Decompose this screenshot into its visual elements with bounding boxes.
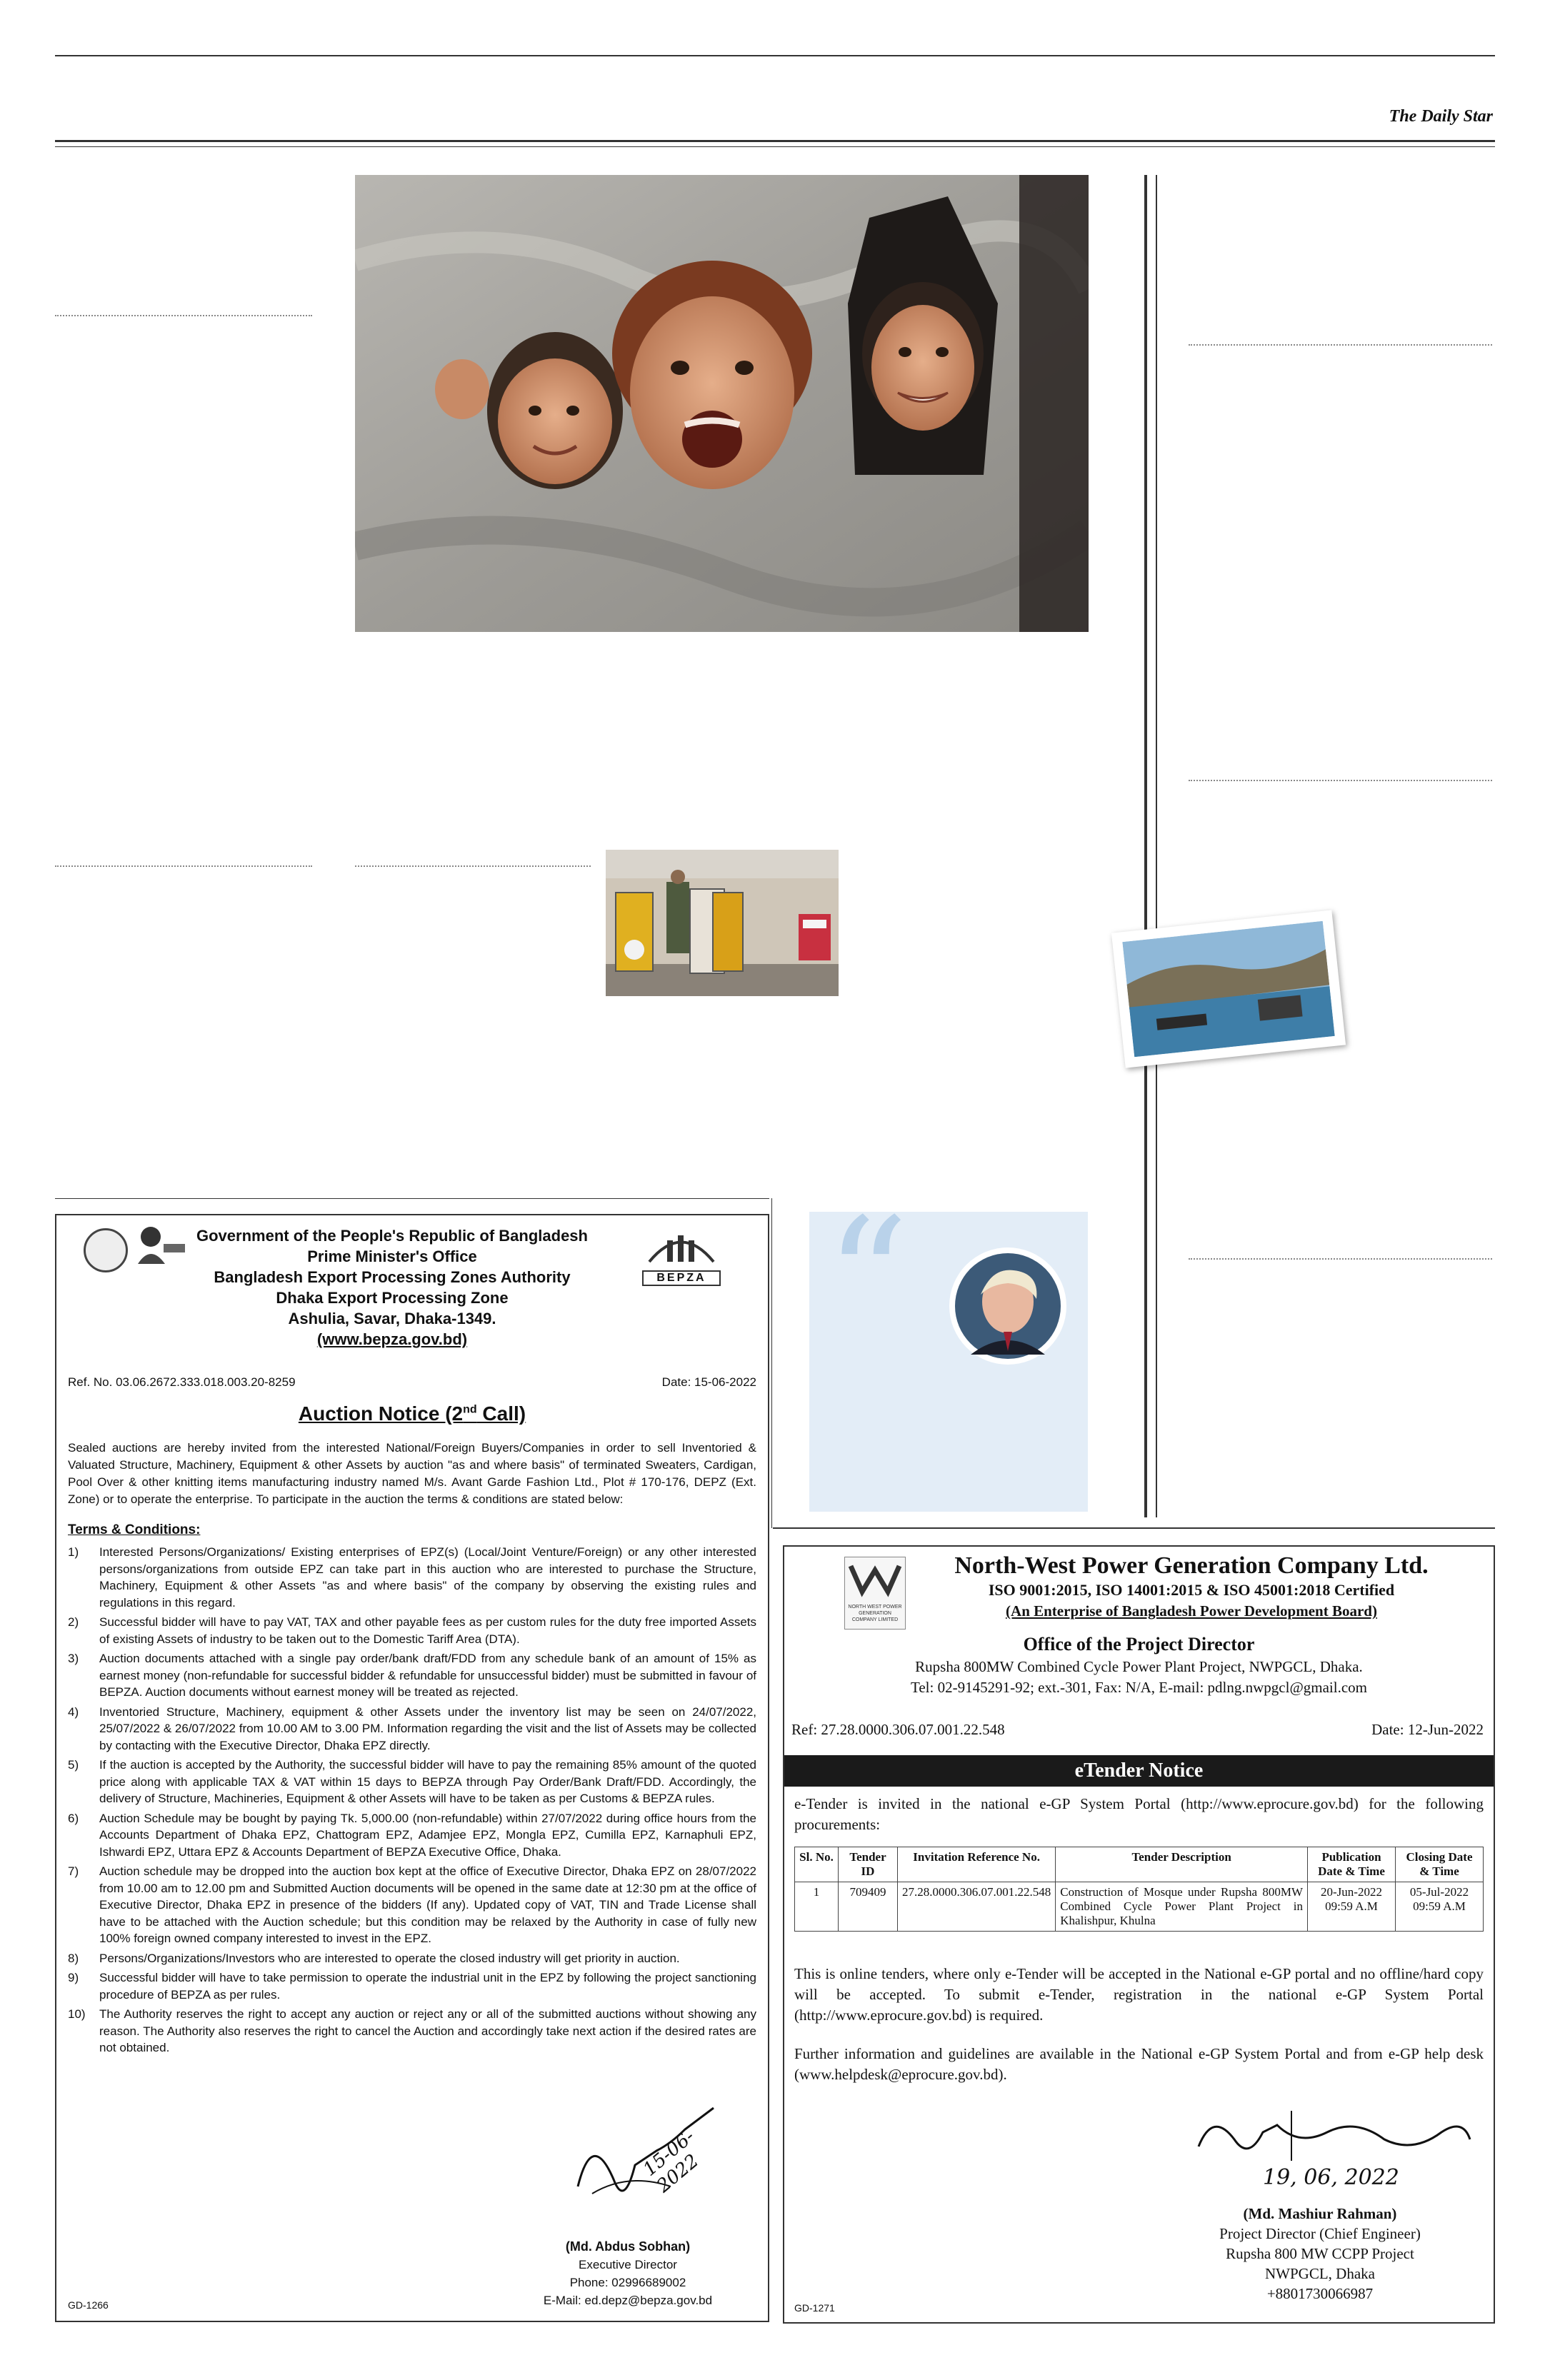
- nwpgcl-signatory-org: NWPGCL, Dhaka: [1265, 2265, 1375, 2282]
- col-header: Publication Date & Time: [1308, 1847, 1396, 1882]
- table-cell: 27.28.0000.306.07.001.22.548: [898, 1882, 1056, 1932]
- nwpgcl-ref: Ref: 27.28.0000.306.07.001.22.548: [791, 1721, 1005, 1738]
- term-item: 10) The Authority reserves the right to accept any auction or reject any or all of the submitted auctions without showing any reason. The Authority also reserves the right to cancel the Auction and accordingly take next action if the desired rates are not obtained.: [68, 2007, 756, 2054]
- column-divider: [55, 865, 312, 867]
- enterprise-line: (An Enterprise of Bangladesh Power Development Board): [1006, 1602, 1377, 1620]
- header-rule: [55, 140, 1495, 142]
- term-item: 7) Auction schedule may be dropped into the auction box kept at the office of Executive Director, Dhaka EPZ on 28/07/2022 from 10.00 am to 12.00 pm and Submitted Auction documents will be opened in the same date at 12:30 pm at the office of Executive Director, Dhaka EPZ in presence of the bidders (If any). Updated copy of VAT, TIN and Trade License shall have to be attached with the Auction schedule; but this condition may be relaxed by the Authority in case of fully new 100% foreign owned company interested to invest in the EPZ.: [68, 1864, 756, 1945]
- etender-banner: eTender Notice: [784, 1755, 1494, 1787]
- top-rule: [55, 55, 1495, 56]
- nwpgcl-etender-notice: [783, 1545, 1495, 2324]
- bepza-signature: [564, 2101, 735, 2215]
- term-item: 1) Interested Persons/Organizations/ Existing enterprises of EPZ(s) (Local/Joint Venture/Foreign) or any other interested persons/organizations from outside EPZ can take part in this auction who are interested to purchase the Structure, Machinery, Equipment & other Assets "as and where basis" of the company by observing the existing rules and regulations in this regard.: [68, 1545, 756, 1610]
- terms-heading: Terms & Conditions:: [68, 1522, 201, 1537]
- helpdesk-paragraph: Further information and guidelines are available in the National e-GP System Portal and from e-GP help desk (www.helpdesk@eprocure.gov.bd).: [794, 2045, 1484, 2083]
- notice-title: Auction Notice (2nd Call): [298, 1402, 526, 1425]
- nwpgcl-date: Date: 12-Jun-2022: [1371, 1721, 1484, 1738]
- company-name: North-West Power Generation Company Ltd.: [954, 1552, 1429, 1579]
- boat-photo-frame: [1111, 910, 1346, 1068]
- section-rule: [55, 1198, 769, 1199]
- project-line: Rupsha 800MW Combined Cycle Power Plant Project, NWPGCL, Dhaka.: [915, 1658, 1363, 1675]
- nwpgcl-signature: [1184, 2104, 1484, 2196]
- vertical-rule: [771, 1198, 772, 1528]
- vertical-rule: [1144, 175, 1147, 1517]
- tender-table: [794, 1847, 1484, 1932]
- col-header: Invitation Reference No.: [898, 1847, 1056, 1882]
- masthead: The Daily Star: [1389, 107, 1493, 126]
- term-item: 6) Auction Schedule may be bought by paying Tk. 5,000.00 (non-refundable) within 27/07/2022 during office hours from the Accounts Department of Dhaka EPZ, Chattogram EPZ, Adamjee EPZ, Mongla EPZ, Cumilla EPZ, Karnaphuli EPZ, Ishwardi EPZ, Uttara EPZ & Accounts Department of BEPZA Executive Office, Dhaka.: [68, 1811, 756, 1859]
- etender-intro: e-Tender is invited in the national e-GP System Portal (http://www.eprocure.gov.bd) for the following procurements:: [794, 1795, 1484, 1833]
- term-item: 3) Auction documents attached with a single pay order/bank draft/FDD from any schedule bank of an amount of 15% as earnest money (non-refundable for successful bidder & refundable for unsuccessful bidder) must be submitted in favour of BEPZA. Auction documents without earnest money will be treated as rejected.: [68, 1652, 756, 1699]
- quote-mark-icon: “: [825, 1184, 909, 1375]
- govt-line: Government of the People's Republic of Bangladesh: [196, 1227, 588, 1245]
- intro-paragraph: Sealed auctions are hereby invited from the interested National/Foreign Buyers/Companies in order to sell Inventoried & Valuated Structure, Machinery, Equipment & other Assets by auction "as and where basis" of terminated Sweaters, Cardigan, Pool Over & other knitting items manufacturing industry named M/s. Avant Garde Fashion Ltd., Plot # 170-176, DEPZ (Ext. Zone) or to operate the enterprise. To participate in the auction the terms & conditions are stated below:: [68, 1441, 756, 1506]
- col-header: Tender ID: [839, 1847, 898, 1882]
- term-item: 5) If the auction is accepted by the Authority, the successful bidder will have to pay the remaining 85% amount of the quoted price along with applicable TAX & VAT within 15 days to BEPZA through Pay Order/Bank Draft/FDD. Accordingly, the delivery of Structure, Machineries, Equipment & other Assets will have to be taken as per Customs & BEPZA rules.: [68, 1758, 756, 1805]
- table-cell: Construction of Mosque under Rupsha 800MW Combined Cycle Power Plant Project in Khalishpur, Khulna: [1056, 1882, 1308, 1932]
- nwpgcl-logo: [844, 1557, 906, 1630]
- pmo-line: Prime Minister's Office: [307, 1247, 477, 1265]
- header-rule-thin: [55, 146, 1495, 147]
- column-divider: [1189, 1258, 1492, 1260]
- column-divider: [1189, 344, 1492, 346]
- website-link[interactable]: (www.bepza.gov.bd): [316, 1330, 468, 1348]
- bepza-logo-text: BEPZA: [642, 1270, 721, 1286]
- contact-line: Tel: 02-9145291-92; ext.-301, Fax: N/A, E-mail: pdlng.nwpgcl@gmail.com: [910, 1679, 1368, 1696]
- bepza-signatory-title: Executive Director: [579, 2258, 677, 2271]
- bepza-logo: [642, 1222, 721, 1283]
- bepza-signatory-phone: Phone: 02996689002: [569, 2276, 686, 2289]
- table-row: [795, 1882, 1484, 1932]
- bepza-ad-code: GD-1266: [68, 2299, 109, 2311]
- bepza-signatory-email: E-Mail: ed.depz@bepza.gov.bd: [543, 2294, 713, 2307]
- online-tender-paragraph: This is online tenders, where only e-Tender will be accepted in the National e-GP portal and no offline/hard copy will be accepted. To submit e-Tender, registration in the national e-GP System Portal (http://www.eprocure.gov.bd) is required.: [794, 1965, 1484, 2024]
- nwpgcl-signatory-name: (Md. Mashiur Rahman): [1243, 2205, 1397, 2222]
- vertical-rule: [1156, 175, 1157, 1517]
- address-line: Ashulia, Savar, Dhaka-1349.: [288, 1310, 496, 1327]
- column-divider: [1189, 780, 1492, 781]
- ref-number: Ref. No. 03.06.2672.333.018.003.20-8259: [68, 1375, 296, 1389]
- term-item: 9) Successful bidder will have to take permission to operate the industrial unit in the EPZ by following the project sanctioning procedure of BEPZA as per rules.: [68, 1971, 756, 2002]
- bepza-signatory-name: (Md. Abdus Sobhan): [565, 2239, 691, 2254]
- notice-date: Date: 15-06-2022: [661, 1375, 756, 1389]
- nwpgcl-signatory-project: Rupsha 800 MW CCPP Project: [1226, 2245, 1414, 2262]
- table-cell: 20-Jun-2022 09:59 A.M: [1308, 1882, 1396, 1932]
- term-item: 2) Successful bidder will have to pay VAT, TAX and other payable fees as per custom rules for the duty free imported Assets of existing Assets of industry to be taken out to the Domestic Tariff Area (DTA).: [68, 1615, 756, 1646]
- col-header: Closing Date & Time: [1396, 1847, 1484, 1882]
- table-header-row: [795, 1847, 1484, 1882]
- office-title: Office of the Project Director: [1023, 1634, 1255, 1655]
- children-photo: [355, 175, 1089, 632]
- column-divider: [355, 865, 591, 867]
- quote-box: [809, 1184, 1088, 1512]
- boat-photo: [1122, 921, 1334, 1058]
- bepza-line: Bangladesh Export Processing Zones Authority: [214, 1268, 571, 1286]
- bepza-signature-date: 15-06-2022: [639, 2125, 704, 2197]
- term-item: 8) Persons/Organizations/Investors who are interested to operate the closed industry will get priority in auction.: [68, 1951, 680, 1965]
- depz-line: Dhaka Export Processing Zone: [276, 1289, 509, 1307]
- table-cell: 05-Jul-2022 09:59 A.M: [1396, 1882, 1484, 1932]
- fuel-station-photo: [606, 850, 839, 996]
- column-divider: [55, 315, 312, 316]
- portrait-avatar: [949, 1247, 1066, 1365]
- col-header: Tender Description: [1056, 1847, 1308, 1882]
- table-cell: 709409: [839, 1882, 898, 1932]
- nwpgcl-signatory-phone: +8801730066987: [1266, 2285, 1374, 2302]
- government-emblem-icon: [84, 1228, 128, 1272]
- col-header: Sl. No.: [795, 1847, 839, 1882]
- table-cell: 1: [795, 1882, 839, 1932]
- section-rule: [773, 1527, 1495, 1529]
- term-item: 4) Inventoried Structure, Machinery, equipment & other Assets under the inventory list may be seen on 24/07/2022, 25/07/2022 & 26/07/2022 from 10.00 AM to 3.00 PM. Information regarding the visit and the list of Assets may be collected by contacting with the Executive Director, Dhaka EPZ directly.: [68, 1704, 756, 1752]
- iso-certification: ISO 9001:2015, ISO 14001:2015 & ISO 45001:2018 Certified: [988, 1581, 1395, 1599]
- terms-list: [68, 1544, 756, 2059]
- bepza-auction-notice: [55, 1214, 769, 2322]
- nwpgcl-ad-code: GD-1271: [794, 2302, 835, 2314]
- nwpgcl-signatory-title: Project Director (Chief Engineer): [1219, 2225, 1421, 2242]
- nwpgcl-logo-text: NORTH WEST POWER GENERATION COMPANY LIMITED: [848, 1605, 902, 1622]
- nwpgcl-signature-date: 19, 06, 2022: [1263, 2165, 1399, 2190]
